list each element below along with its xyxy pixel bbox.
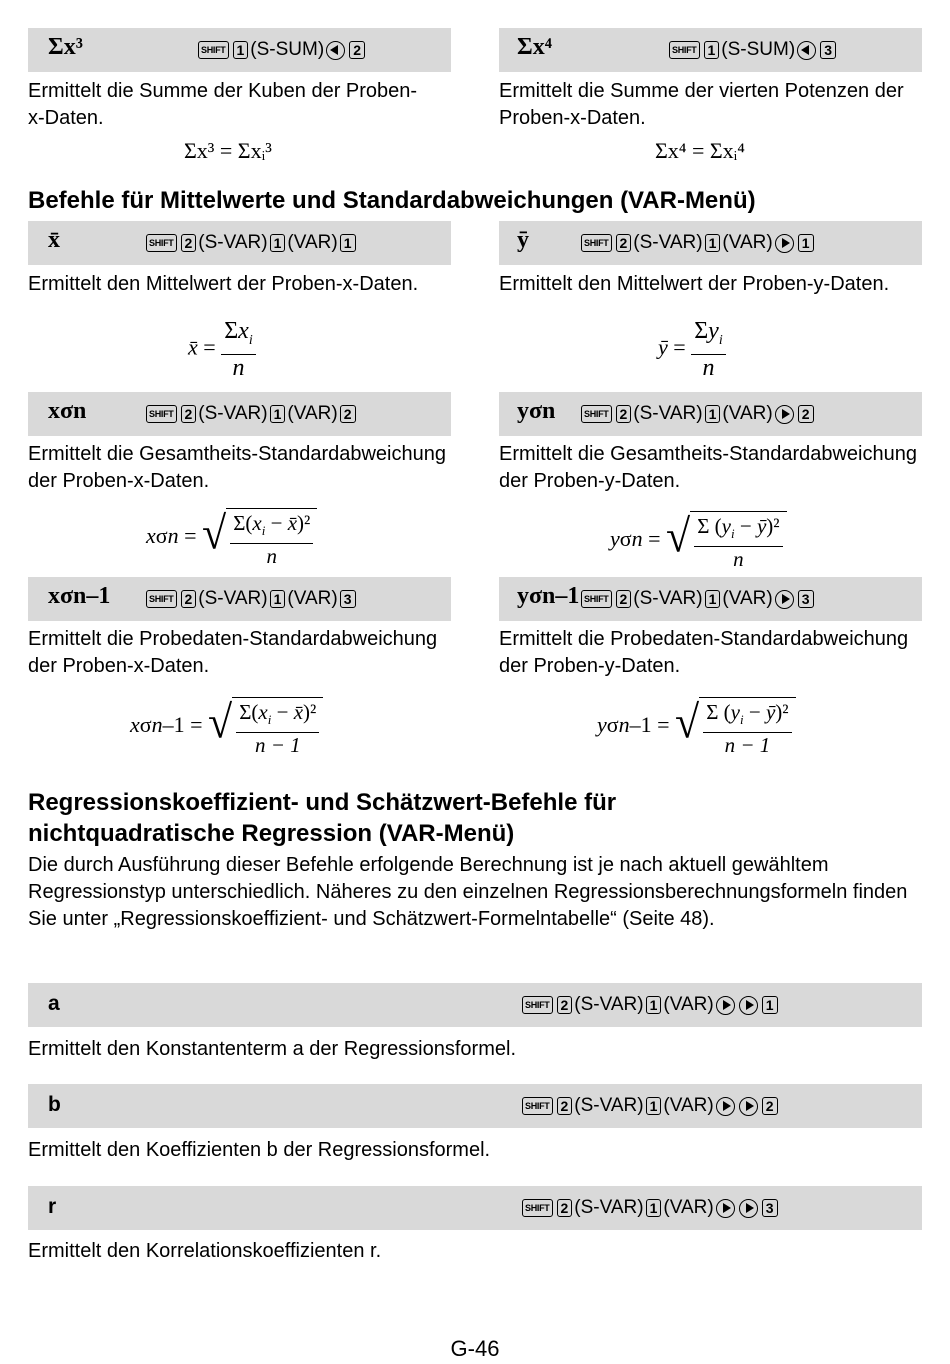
command-name: Σx⁴ [517, 34, 552, 60]
shift-key-icon: SHIFT [522, 996, 553, 1014]
arrow-right-icon [739, 1097, 758, 1116]
key-label: (S-SUM) [721, 39, 796, 60]
key-1-icon: 1 [270, 234, 286, 252]
key-3-icon: 3 [798, 590, 814, 608]
key-label: (VAR) [722, 403, 773, 424]
key-sequence [579, 392, 816, 436]
command-name: Σx³ [48, 34, 83, 60]
key-label: (S-VAR) [633, 232, 703, 253]
reg-b-description: Ermittelt den Koeffizienten b der Regressionsformel. [28, 1139, 491, 1161]
key-2-icon: 2 [616, 590, 632, 608]
key-label: (VAR) [663, 1197, 714, 1218]
mean-x-header [28, 221, 451, 265]
key-1-icon: 1 [233, 41, 249, 59]
sample-sd-x-header [28, 577, 451, 621]
arrow-right-icon [716, 1199, 735, 1218]
sum-x3-description: Ermittelt die Summe der Kuben der Proben-x-Daten. [28, 80, 418, 129]
command-name: xσn [48, 398, 87, 424]
arrow-left-icon [326, 41, 345, 60]
key-2-icon: 2 [557, 1097, 573, 1115]
reg-b-header [28, 1084, 922, 1128]
arrow-right-icon [775, 234, 794, 253]
command-name: r [48, 1195, 57, 1218]
reg-a-header [28, 983, 922, 1027]
pop-sd-x-header [28, 392, 451, 436]
key-sequence [520, 1084, 780, 1128]
section-heading-regression-line1: Regressionskoeffizient- und Schätzwert-Befehle für [28, 789, 617, 816]
command-name: ȳ [517, 227, 529, 253]
sample-sd-x-formula: xσn–1 = √ $\frac{\Sigma(x_i - x̄)^2}{n - 1}$ [130, 697, 323, 757]
command-name: yσn–1 [517, 583, 580, 609]
key-2-icon: 2 [762, 1097, 778, 1115]
sum-x3-formula: Σx³ = Σxᵢ³ [184, 138, 272, 163]
key-1-icon: 1 [270, 405, 286, 423]
shift-key-icon: SHIFT [581, 234, 612, 252]
shift-key-icon: SHIFT [146, 590, 177, 608]
key-label: (S-VAR) [574, 994, 644, 1015]
key-sequence [144, 577, 358, 621]
section-heading-regression-line2: nichtquadratische Regression (VAR-Menü) [28, 820, 515, 847]
mean-x-description: Ermittelt den Mittelwert der Proben-x-Daten. [28, 273, 419, 295]
key-2-icon: 2 [616, 405, 632, 423]
command-name: b [48, 1093, 61, 1116]
section-heading-var: Befehle für Mittelwerte und Standardabweichungen (VAR-Menü) [28, 187, 756, 214]
key-1-icon: 1 [798, 234, 814, 252]
key-1-icon: 1 [340, 234, 356, 252]
sum-x4-header [499, 28, 922, 72]
key-2-icon: 2 [181, 590, 197, 608]
pop-sd-x-formula: xσn = √ $\frac{\Sigma(x_i - x̄)^2}{n}$ [146, 508, 317, 568]
sample-sd-y-description: Ermittelt die Probedaten-Standardabweichung der Proben-y-Daten. [499, 628, 909, 677]
key-3-icon: 3 [820, 41, 836, 59]
pop-sd-y-description: Ermittelt die Gesamtheits-Standardabweichung der Proben-y-Daten. [499, 443, 917, 492]
key-2-icon: 2 [616, 234, 632, 252]
key-label: (VAR) [287, 403, 338, 424]
shift-key-icon: SHIFT [581, 590, 612, 608]
key-1-icon: 1 [705, 405, 721, 423]
key-label: (S-VAR) [198, 588, 268, 609]
mean-x-formula: x̄ = $\frac{\Sigma x_i}{n}$ [188, 318, 256, 381]
key-sequence [667, 28, 838, 72]
key-3-icon: 3 [340, 590, 356, 608]
pop-sd-x-description: Ermittelt die Gesamtheits-Standardabweichung der Proben-x-Daten. [28, 443, 446, 492]
mean-y-description: Ermittelt den Mittelwert der Proben-y-Daten. [499, 273, 890, 295]
regression-intro: Die durch Ausführung dieser Befehle erfolgende Berechnung ist je nach aktuell gewähltem Regressionstyp unterschiedlich. Näheres zu den einzelnen Regressionsberechnungsformeln finden Sie unter „Regressionskoeffizient- und Schätzwert-Formelntabelle“ (Seite 48). [28, 854, 908, 930]
sample-sd-y-header [499, 577, 922, 621]
pop-sd-y-formula: yσn = √ $\frac{\Sigma (y_i - ȳ)^2}{n}$ [610, 511, 787, 571]
shift-key-icon: SHIFT [581, 405, 612, 423]
key-label: (S-VAR) [633, 588, 703, 609]
key-sequence [520, 1186, 780, 1230]
key-label: (S-VAR) [198, 232, 268, 253]
arrow-right-icon [716, 1097, 735, 1116]
shift-key-icon: SHIFT [146, 405, 177, 423]
key-2-icon: 2 [340, 405, 356, 423]
key-sequence [196, 28, 367, 72]
arrow-right-icon [716, 996, 735, 1015]
key-sequence [579, 577, 816, 621]
key-label: (S-VAR) [574, 1095, 644, 1116]
key-label: (S-VAR) [198, 403, 268, 424]
key-1-icon: 1 [762, 996, 778, 1014]
key-1-icon: 1 [646, 1199, 662, 1217]
key-label: (VAR) [663, 994, 714, 1015]
key-label: (S-VAR) [633, 403, 703, 424]
key-sequence [520, 983, 780, 1027]
key-1-icon: 1 [646, 996, 662, 1014]
shift-key-icon: SHIFT [522, 1199, 553, 1217]
sum-x4-description: Ermittelt die Summe der vierten Potenzen der Proben-x-Daten. [499, 80, 904, 129]
key-1-icon: 1 [704, 41, 720, 59]
reg-r-description: Ermittelt den Korrelationskoeffizienten r. [28, 1240, 382, 1262]
key-2-icon: 2 [181, 234, 197, 252]
shift-key-icon: SHIFT [669, 41, 700, 59]
reg-r-header [28, 1186, 922, 1230]
key-2-icon: 2 [181, 405, 197, 423]
key-sequence [144, 221, 358, 265]
arrow-left-icon [797, 41, 816, 60]
pop-sd-y-header [499, 392, 922, 436]
key-1-icon: 1 [270, 590, 286, 608]
sum-x3-header [28, 28, 451, 72]
mean-y-header [499, 221, 922, 265]
key-2-icon: 2 [557, 1199, 573, 1217]
command-name: yσn [517, 398, 556, 424]
key-sequence [579, 221, 816, 265]
arrow-right-icon [775, 590, 794, 609]
reg-a-description: Ermittelt den Konstantenterm a der Regressionsformel. [28, 1038, 516, 1060]
key-2-icon: 2 [349, 41, 365, 59]
key-label: (S-SUM) [250, 39, 325, 60]
key-label: (VAR) [722, 232, 773, 253]
key-label: (S-VAR) [574, 1197, 644, 1218]
mean-y-formula: ȳ = $\frac{\Sigma y_i}{n}$ [658, 318, 726, 381]
key-label: (VAR) [287, 232, 338, 253]
command-name: a [48, 992, 60, 1015]
command-name: xσn–1 [48, 583, 111, 609]
key-1-icon: 1 [705, 590, 721, 608]
key-1-icon: 1 [646, 1097, 662, 1115]
key-2-icon: 2 [798, 405, 814, 423]
key-2-icon: 2 [557, 996, 573, 1014]
arrow-right-icon [739, 996, 758, 1015]
page-number: G-46 [450, 1336, 500, 1361]
shift-key-icon: SHIFT [522, 1097, 553, 1115]
key-label: (VAR) [287, 588, 338, 609]
key-3-icon: 3 [762, 1199, 778, 1217]
shift-key-icon: SHIFT [198, 41, 229, 59]
key-label: (VAR) [663, 1095, 714, 1116]
command-name: x̄ [48, 227, 60, 253]
key-1-icon: 1 [705, 234, 721, 252]
key-label: (VAR) [722, 588, 773, 609]
shift-key-icon: SHIFT [146, 234, 177, 252]
sample-sd-y-formula: yσn–1 = √ $\frac{\Sigma (y_i - ȳ)^2}{n - 1}$ [597, 697, 796, 757]
sample-sd-x-description: Ermittelt die Probedaten-Standardabweichung der Proben-x-Daten. [28, 628, 438, 677]
arrow-right-icon [739, 1199, 758, 1218]
key-sequence [144, 392, 358, 436]
sum-x4-formula: Σx⁴ = Σxᵢ⁴ [655, 138, 745, 163]
arrow-right-icon [775, 405, 794, 424]
